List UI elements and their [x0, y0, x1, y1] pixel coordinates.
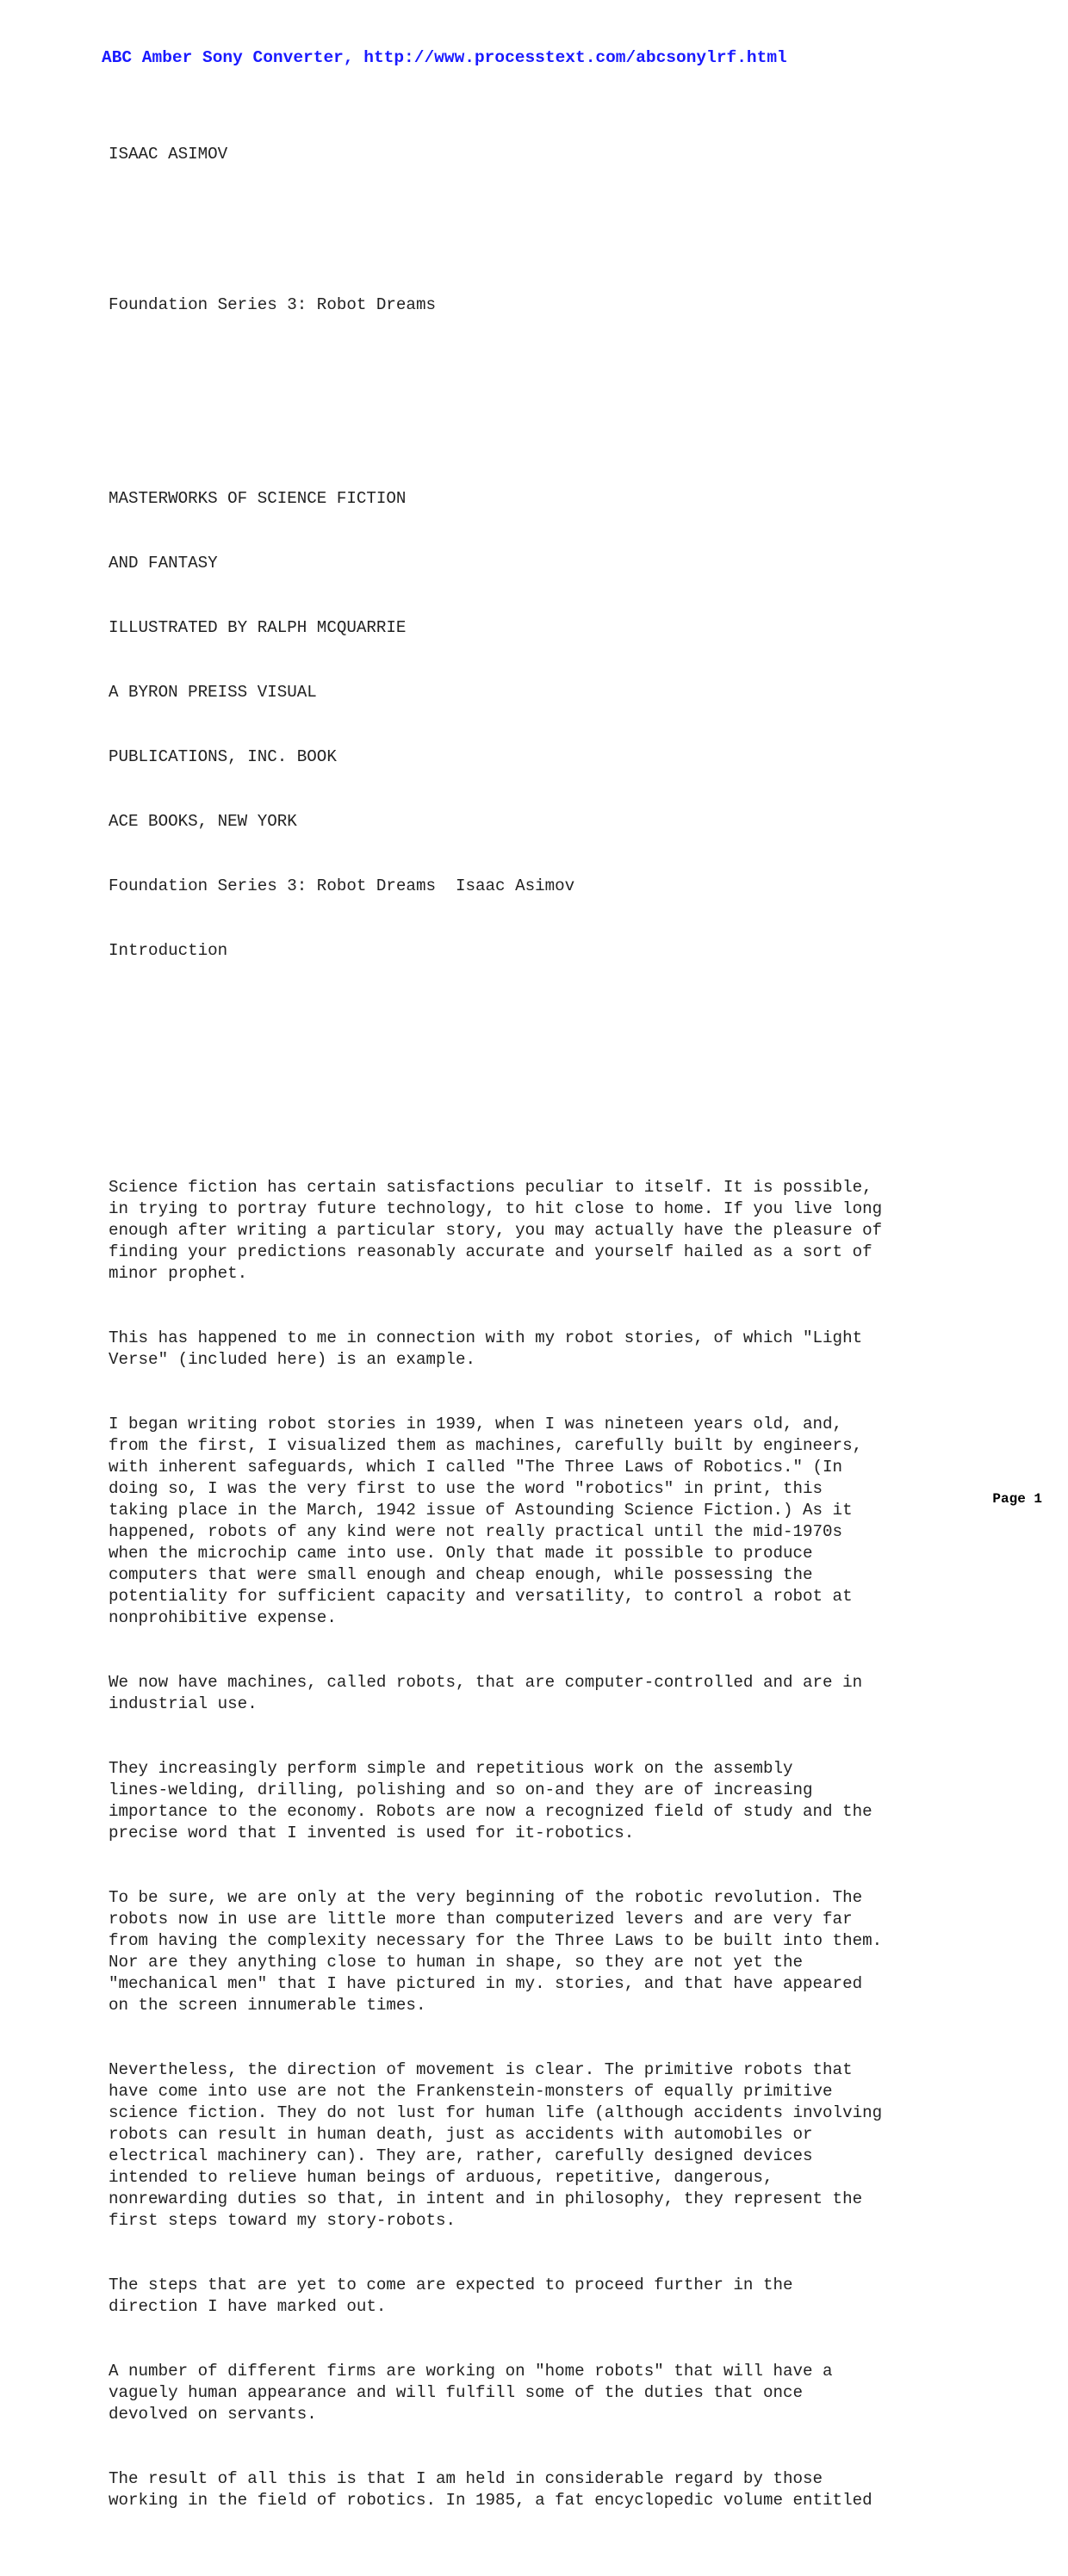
section-heading-introduction: Introduction — [109, 941, 228, 960]
paragraph: We now have machines, called robots, that are computer-controlled and are in industrial use. — [109, 1673, 863, 1713]
paragraph: I began writing robot stories in 1939, when I was nineteen years old, and, from the first, I visualized them as machines, carefully built by engineers, with inherent safeguards, which I called "The Three Laws of Robotics." (In doing so, I was the very first to use the word "robotics" in print, this taking place in the March, 1942 issue of Astounding Science Fiction.) As it happened, robots of any kind were not really practical until the mid-1970s when the microchip came into use. Only that made it possible to produce computers that were small enough and cheap enough, while possessing the potentiality for sufficient capacity and versatility, to control a robot at nonprohibitive expense. — [109, 1415, 863, 1627]
document-content — [109, 101, 1056, 2576]
paragraph: Science fiction has certain satisfactions peculiar to itself. It is possible, in trying to portray future technology, to hit close to home. If you live long enough after writing a particular story, you may actually have the pleasure of finding your predictions reasonably accurate and yourself hailed as a sort of minor prophet. — [109, 1178, 883, 1283]
paragraph: They increasingly perform simple and repetitious work on the assembly lines-welding, drilling, polishing and so on-and they are of increasing importance to the economy. Robots are now a recognized field of study and the precise word that I invented is used for it-robotics. — [109, 1759, 872, 1842]
page-number: Page 1 — [992, 1491, 1042, 1507]
author-name: ISAAC ASIMOV — [109, 145, 228, 164]
credit-line: MASTERWORKS OF SCIENCE FICTION — [109, 489, 407, 508]
series-title: Foundation Series 3: Robot Dreams — [109, 295, 436, 314]
credits-block — [109, 445, 1056, 1005]
paragraph: The steps that are yet to come are expected to proceed further in the direction I have marked out. — [109, 2276, 793, 2316]
body-text — [109, 1134, 1056, 2554]
credit-line: Foundation Series 3: Robot Dreams Isaac Asimov — [109, 876, 575, 895]
credit-line: ILLUSTRATED BY RALPH MCQUARRIE — [109, 618, 407, 637]
credit-line: AND FANTASY — [109, 554, 218, 573]
paragraph: A number of different firms are working on "home robots" that will have a vaguely human appearance and will fulfill some of the duties that once devolved on servants. — [109, 2362, 833, 2424]
paragraph: This has happened to me in connection with my robot stories, of which "Light Verse" (included here) is an example. — [109, 1328, 863, 1369]
paragraph: To be sure, we are only at the very beginning of the robotic revolution. The robots now in use are little more than computerized levers and are very far from having the complexity necessary for the Three Laws to be built into them. Nor are they anything close to human in shape, so they are not yet the "mechanical men" that I have pictured in my. stories, and that have appeared on the screen innumerable times. — [109, 1888, 883, 2015]
paragraph: The result of all this is that I am held in considerable regard by those working in the field of robotics. In 1985, a fat encyclopedic volume entitled — [109, 2469, 872, 2510]
paragraph: Nevertheless, the direction of movement is clear. The primitive robots that have come into use are not the Frankenstein-monsters of equally primitive science fiction. They do not lust for human life (although accidents involving robots can result in human death, just as accidents with automobiles or electrical machinery can). They are, rather, carefully designed devices intended to relieve human beings of arduous, repetitive, dangerous, nonrewarding duties so that, in intent and in philosophy, they represent the first steps toward my story-robots. — [109, 2060, 883, 2230]
converter-header-link[interactable]: ABC Amber Sony Converter, http://www.processtext.com/abcsonylrf.html — [102, 48, 787, 67]
credit-line: ACE BOOKS, NEW YORK — [109, 812, 297, 831]
credit-line: A BYRON PREISS VISUAL — [109, 683, 317, 702]
credit-line: PUBLICATIONS, INC. BOOK — [109, 747, 337, 766]
